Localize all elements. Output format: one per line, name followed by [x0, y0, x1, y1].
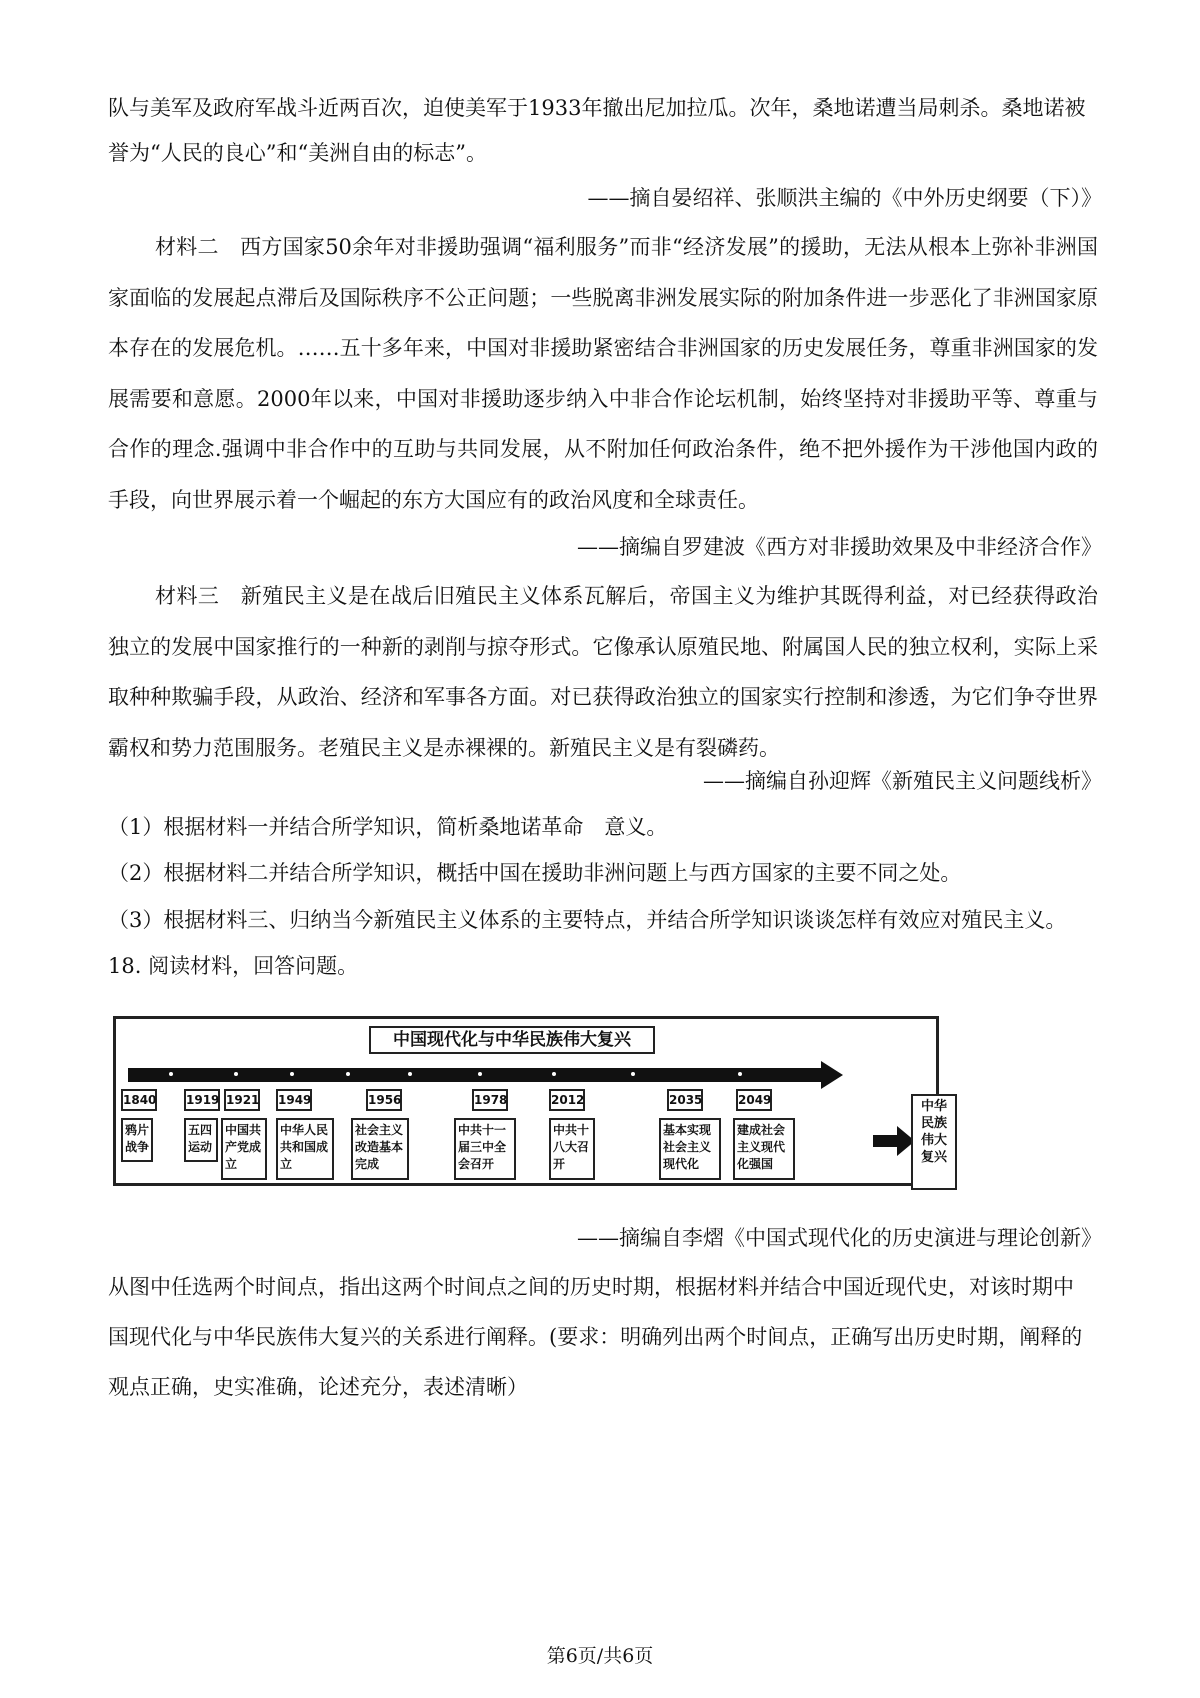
event-modern-socialist-country: 建成社会 主义现代 化强国: [733, 1118, 795, 1180]
timeline-tick: [552, 1072, 556, 1076]
timeline-tick: [631, 1072, 635, 1076]
event-third-plenum: 中共十一 届三中全 会召开: [454, 1118, 516, 1180]
timeline-tick: [234, 1072, 238, 1076]
event-prc-founded: 中华人民 共和国成 立: [276, 1118, 334, 1180]
material1-line2: 誉为“人民的良心”和“美洲自由的标志”。: [108, 141, 487, 165]
event-18th-congress: 中共十 八大召 开: [549, 1118, 595, 1180]
year-2035: 2035: [667, 1089, 703, 1111]
q18-prompt-line1: 从图中任选两个时间点，指出这两个时间点之间的历史时期，根据材料并结合中国近现代史，对该时期中: [108, 1275, 1074, 1299]
event-socialist-transformation: 社会主义 改造基本 完成: [351, 1118, 409, 1180]
timeline-arrowhead: [821, 1061, 843, 1089]
question-18-heading: 18. 阅读材料，回答问题。: [108, 954, 359, 978]
timeline-bar: [128, 1068, 823, 1082]
timeline-tick: [346, 1072, 350, 1076]
question-1: （1）根据材料一并结合所学知识，简析桑地诺革命 意义。: [108, 815, 668, 839]
year-1949: 1949: [276, 1089, 312, 1111]
timeline-tick: [478, 1072, 482, 1076]
timeline-tick: [290, 1072, 294, 1076]
year-1956: 1956: [366, 1089, 402, 1111]
year-1919: 1919: [184, 1089, 220, 1111]
material3-source: ——摘编自孙迎辉《新殖民主义问题线析》: [703, 769, 1102, 793]
material1-line1: 队与美军及政府军战斗近两百次，迫使美军于1933年撤出尼加拉瓜。次年，桑地诺遭当局刺杀。桑地诺被: [108, 96, 1086, 120]
timeline-tick: [738, 1072, 742, 1076]
event-cpc-founded: 中国共 产党成 立: [221, 1118, 267, 1180]
event-opium-war: 鸦片 战争: [121, 1118, 153, 1162]
timeline-tick: [169, 1072, 173, 1076]
material2-source: ——摘编自罗建波《西方对非援助效果及中非经济合作》: [577, 535, 1102, 559]
year-1840: 1840: [121, 1089, 157, 1111]
goal-rejuvenation: 中华 民族 伟大 复兴: [911, 1094, 957, 1190]
question-2: （2）根据材料二并结合所学知识，概括中国在援助非洲问题上与西方国家的主要不同之处。: [108, 861, 962, 885]
year-2049: 2049: [736, 1089, 772, 1111]
material1-source: ——摘自晏绍祥、张顺洪主编的《中外历史纲要（下）》: [587, 186, 1102, 210]
material2-text: 材料二 西方国家50余年对非援助强调“福利服务”而非“经济发展”的援助，无法从根本上弥补非洲国家面临的发展起点滞后及国际秩序不公正问题；一些脱离非洲发展实际的附加条件进一步恶化了非洲国家原本存在的发展危机。……五十多年来，中国对非援助紧密结合非洲国家的历史发展任务，尊重非洲国家的发展需要和意愿。2000年以来，中国对非援助逐步纳入中非合作论坛机制，始终坚持对非援助平等、尊重与合作的理念.强调中非合作中的互助与共同发展，从不附加任何政治条件，绝不把外援作为干涉他国内政的手段，向世界展示着一个崛起的东方大国应有的政治风度和全球责任。: [108, 235, 1098, 512]
material3-text: 材料三 新殖民主义是在战后旧殖民主义体系瓦解后，帝国主义为维护其既得利益，对已经获得政治独立的发展中国家推行的一种新的剥削与掠夺形式。它像承认原殖民地、附属国人民的独立权利，实际上采取种种欺骗手段，从政治、经济和军事各方面。对已获得政治独立的国家实行控制和渗透，为它们争夺世界霸权和势力范围服务。老殖民主义是赤裸裸的。新殖民主义是有裂磷药。: [108, 584, 1098, 760]
diagram-title: 中国现代化与中华民族伟大复兴: [369, 1026, 655, 1054]
year-2012: 2012: [549, 1089, 585, 1111]
q18-prompt-line2: 国现代化与中华民族伟大复兴的关系进行阐释。(要求：明确列出两个时间点，正确写出历史时期，阐释的: [108, 1325, 1083, 1349]
year-1921: 1921: [224, 1089, 260, 1111]
event-basic-modernization: 基本实现 社会主义 现代化: [659, 1118, 721, 1180]
q18-prompt-line3: 观点正确，史实准确，论述充分，表述清晰）: [108, 1375, 528, 1399]
question-3: （3）根据材料三、归纳当今新殖民主义体系的主要特点，并结合所学知识谈谈怎样有效应对殖民主义。: [108, 908, 1067, 932]
year-1978: 1978: [472, 1089, 508, 1111]
timeline-diagram: [113, 1016, 947, 1186]
event-may-fourth: 五四 运动: [184, 1118, 218, 1162]
arrow-to-goal: [873, 1135, 899, 1147]
timeline-tick: [408, 1072, 412, 1076]
page-footer: 第6页/共6页: [546, 1645, 654, 1667]
q18-source: ——摘编自李熠《中国式现代化的历史演进与理论创新》: [577, 1226, 1102, 1250]
